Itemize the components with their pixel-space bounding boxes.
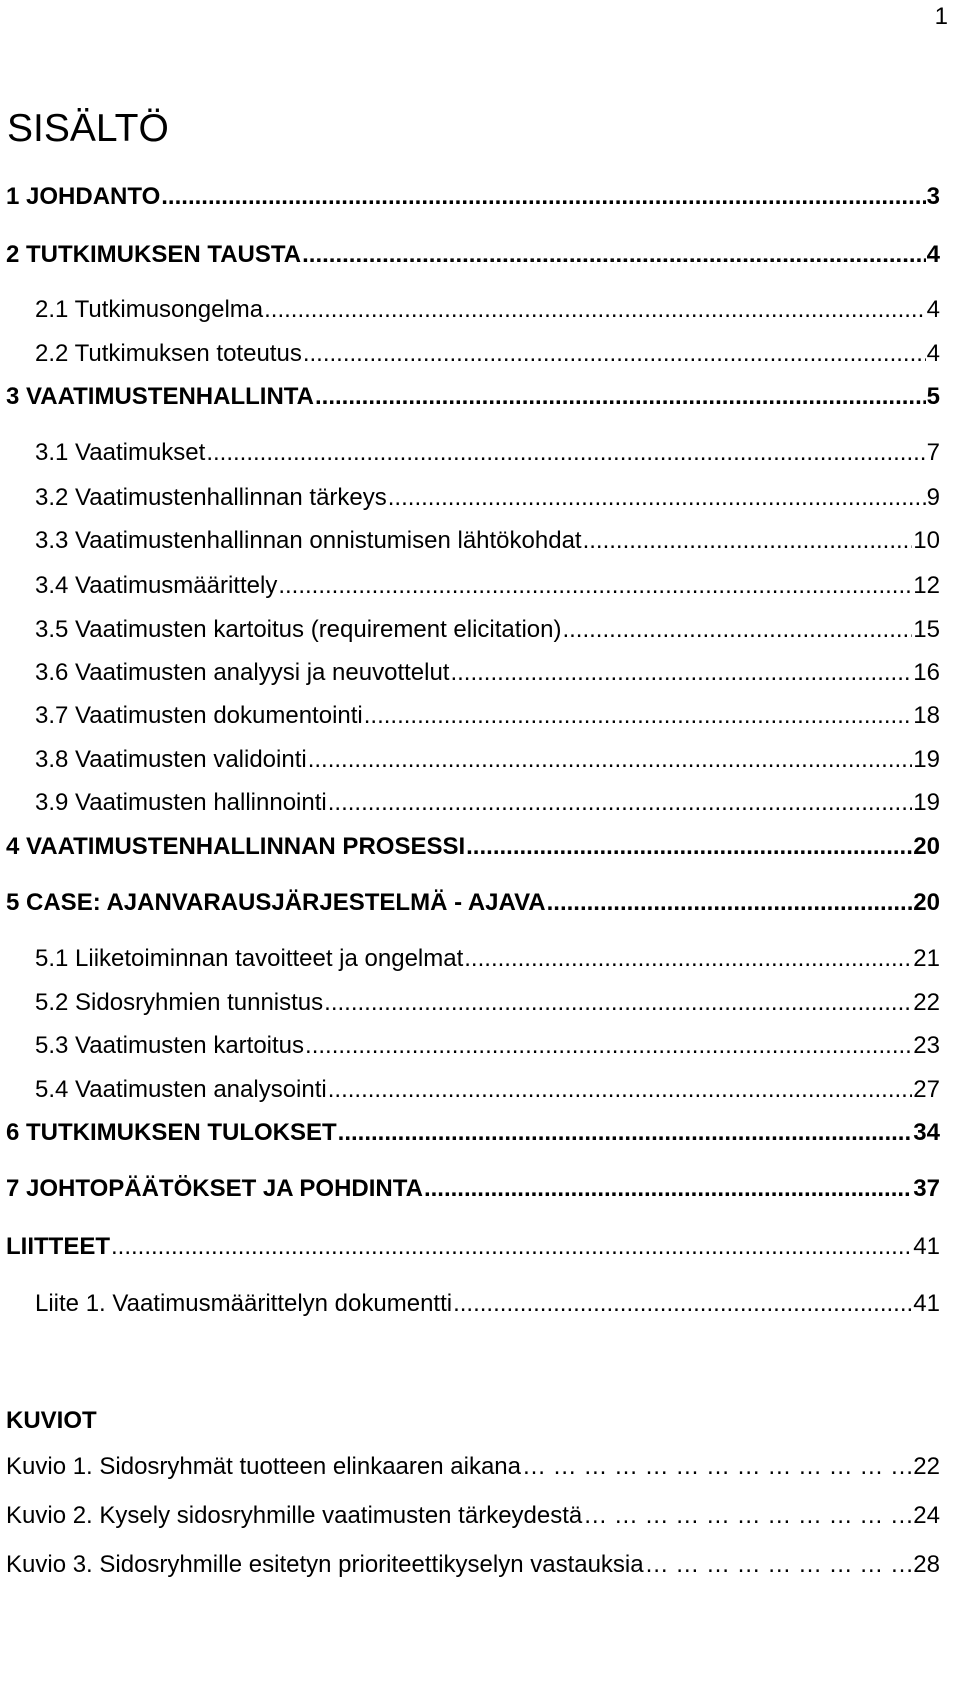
toc-entry[interactable]	[35, 1076, 940, 1105]
toc-entry-text: 3.9 Vaatimusten hallinnointi	[35, 789, 327, 816]
dot-leader	[305, 1032, 912, 1061]
toc-entry[interactable]	[6, 1233, 940, 1262]
dot-leader	[388, 484, 926, 513]
dot-leader	[161, 183, 925, 212]
toc-entry[interactable]	[35, 659, 940, 688]
figure-entry-page: 24	[913, 1502, 940, 1529]
page-title: SISÄLTÖ	[7, 107, 169, 150]
toc-entry-page: 27	[913, 1076, 940, 1103]
toc-entry[interactable]	[35, 1290, 940, 1319]
dot-leader	[302, 241, 926, 270]
dot-leader	[583, 527, 913, 556]
toc-entry-page: 16	[913, 659, 940, 686]
figure-entry-text: Kuvio 3. Sidosryhmille esitetyn prioriteettikyselyn vastauksia	[6, 1551, 644, 1578]
dot-leader	[278, 572, 912, 601]
dot-leader	[466, 833, 912, 862]
page-number: 1	[934, 3, 948, 30]
toc-entry[interactable]	[35, 989, 940, 1018]
dot-leader	[303, 340, 926, 369]
toc-entry-text: 3.3 Vaatimustenhallinnan onnistumisen lähtökohdat	[35, 527, 582, 554]
toc-entry-text: 3.7 Vaatimusten dokumentointi	[35, 702, 363, 729]
toc-entry-text: 3.6 Vaatimusten analyysi ja neuvottelut	[35, 659, 450, 686]
toc-entry[interactable]	[35, 746, 940, 775]
toc-entry-page: 20	[913, 833, 940, 860]
toc-entry[interactable]	[6, 1175, 940, 1204]
toc-entry-text: 2 TUTKIMUKSEN TAUSTA	[6, 241, 302, 268]
toc-entry-page: 41	[913, 1290, 940, 1317]
toc-entry-page: 19	[913, 746, 940, 773]
toc-entry-text: 2.1 Tutkimusongelma	[35, 296, 264, 323]
toc-entry-page: 34	[913, 1119, 940, 1146]
toc-entry[interactable]	[6, 889, 940, 918]
dot-leader	[562, 616, 912, 645]
toc-entry[interactable]	[35, 945, 940, 974]
dot-leader	[522, 1453, 912, 1482]
toc-entry-text: 3.1 Vaatimukset	[35, 439, 206, 466]
figure-entry-page: 22	[913, 1453, 940, 1480]
toc-entry-text: 5.2 Sidosryhmien tunnistus	[35, 989, 324, 1016]
toc-entry-text: 3.4 Vaatimusmäärittely	[35, 572, 278, 599]
toc-entry[interactable]	[35, 702, 940, 731]
toc-entry-text: 5.4 Vaatimusten analysointi	[35, 1076, 327, 1103]
dot-leader	[453, 1290, 912, 1319]
figure-entry-text: Kuvio 2. Kysely sidosryhmille vaatimusten tärkeydestä	[6, 1502, 583, 1529]
toc-entry-text: 5 CASE: AJANVARAUSJÄRJESTELMÄ - AJAVA	[6, 889, 546, 916]
toc-entry-page: 5	[926, 383, 940, 410]
figures-heading: KUVIOT	[6, 1407, 97, 1434]
dot-leader	[424, 1175, 912, 1204]
toc-entry-page: 21	[913, 945, 940, 972]
toc-entry[interactable]	[35, 296, 940, 325]
toc-entry[interactable]	[35, 439, 940, 468]
toc-entry[interactable]	[35, 789, 940, 818]
toc-entry-text: 5.3 Vaatimusten kartoitus	[35, 1032, 305, 1059]
toc-entry[interactable]	[35, 616, 940, 645]
toc-entry-text: 3.2 Vaatimustenhallinnan tärkeys	[35, 484, 387, 511]
dot-leader	[464, 945, 912, 974]
toc-entry-page: 3	[926, 183, 940, 210]
toc-entry-page: 41	[913, 1233, 940, 1260]
toc-entry-text: 1 JOHDANTO	[6, 183, 161, 210]
dot-leader	[264, 296, 926, 325]
figure-entry[interactable]	[6, 1551, 940, 1580]
toc-entry[interactable]	[6, 833, 940, 862]
toc-entry-text: 3 VAATIMUSTENHALLINTA	[6, 383, 314, 410]
toc-entry-text: Liite 1. Vaatimusmäärittelyn dokumentti	[35, 1290, 453, 1317]
dot-leader	[111, 1233, 912, 1262]
toc-entry-page: 4	[926, 340, 940, 367]
dot-leader	[328, 789, 913, 818]
toc-entry[interactable]	[6, 241, 940, 270]
dot-leader	[547, 889, 913, 918]
toc-entry[interactable]	[35, 484, 940, 513]
dot-leader	[338, 1119, 913, 1148]
dot-leader	[450, 659, 912, 688]
toc-entry-page: 19	[913, 789, 940, 816]
toc-entry-page: 9	[926, 484, 940, 511]
dot-leader	[206, 439, 925, 468]
toc-entry[interactable]	[35, 1032, 940, 1061]
toc-entry-page: 20	[913, 889, 940, 916]
figure-entry-text: Kuvio 1. Sidosryhmät tuotteen elinkaaren aikana	[6, 1453, 521, 1480]
toc-entry[interactable]	[35, 572, 940, 601]
toc-entry-text: 3.8 Vaatimusten validointi	[35, 746, 307, 773]
toc-entry-page: 18	[913, 702, 940, 729]
toc-entry-page: 10	[913, 527, 940, 554]
figure-entry[interactable]	[6, 1502, 940, 1531]
toc-entry[interactable]	[35, 340, 940, 369]
figure-entry[interactable]	[6, 1453, 940, 1482]
toc-entry-page: 37	[913, 1175, 940, 1202]
figure-entry-page: 28	[913, 1551, 940, 1578]
toc-entry-text: 2.2 Tutkimuksen toteutus	[35, 340, 302, 367]
toc-entry-text: 7 JOHTOPÄÄTÖKSET JA POHDINTA	[6, 1175, 423, 1202]
toc-entry-page: 23	[913, 1032, 940, 1059]
toc-entry[interactable]	[6, 183, 940, 212]
dot-leader	[308, 746, 913, 775]
toc-entry-page: 7	[926, 439, 940, 466]
toc-entry-text: 5.1 Liiketoiminnan tavoitteet ja ongelmat	[35, 945, 464, 972]
toc-entry-page: 4	[926, 241, 940, 268]
toc-entry-page: 22	[913, 989, 940, 1016]
dot-leader	[324, 989, 912, 1018]
dot-leader	[583, 1502, 912, 1531]
toc-entry-text: 4 VAATIMUSTENHALLINNAN PROSESSI	[6, 833, 466, 860]
dot-leader	[315, 383, 926, 412]
toc-entry-text: 3.5 Vaatimusten kartoitus (requirement elicitation)	[35, 616, 562, 643]
toc-entry-text: 6 TUTKIMUKSEN TULOKSET	[6, 1119, 337, 1146]
toc-entry-page: 15	[913, 616, 940, 643]
toc-entry[interactable]	[6, 383, 940, 412]
dot-leader	[328, 1076, 913, 1105]
dot-leader	[364, 702, 913, 731]
toc-entry-page: 12	[913, 572, 940, 599]
toc-entry-page: 4	[926, 296, 940, 323]
toc-entry[interactable]	[35, 527, 940, 556]
dot-leader	[645, 1551, 913, 1580]
toc-entry[interactable]	[6, 1119, 940, 1148]
toc-entry-text: LIITTEET	[6, 1233, 110, 1260]
